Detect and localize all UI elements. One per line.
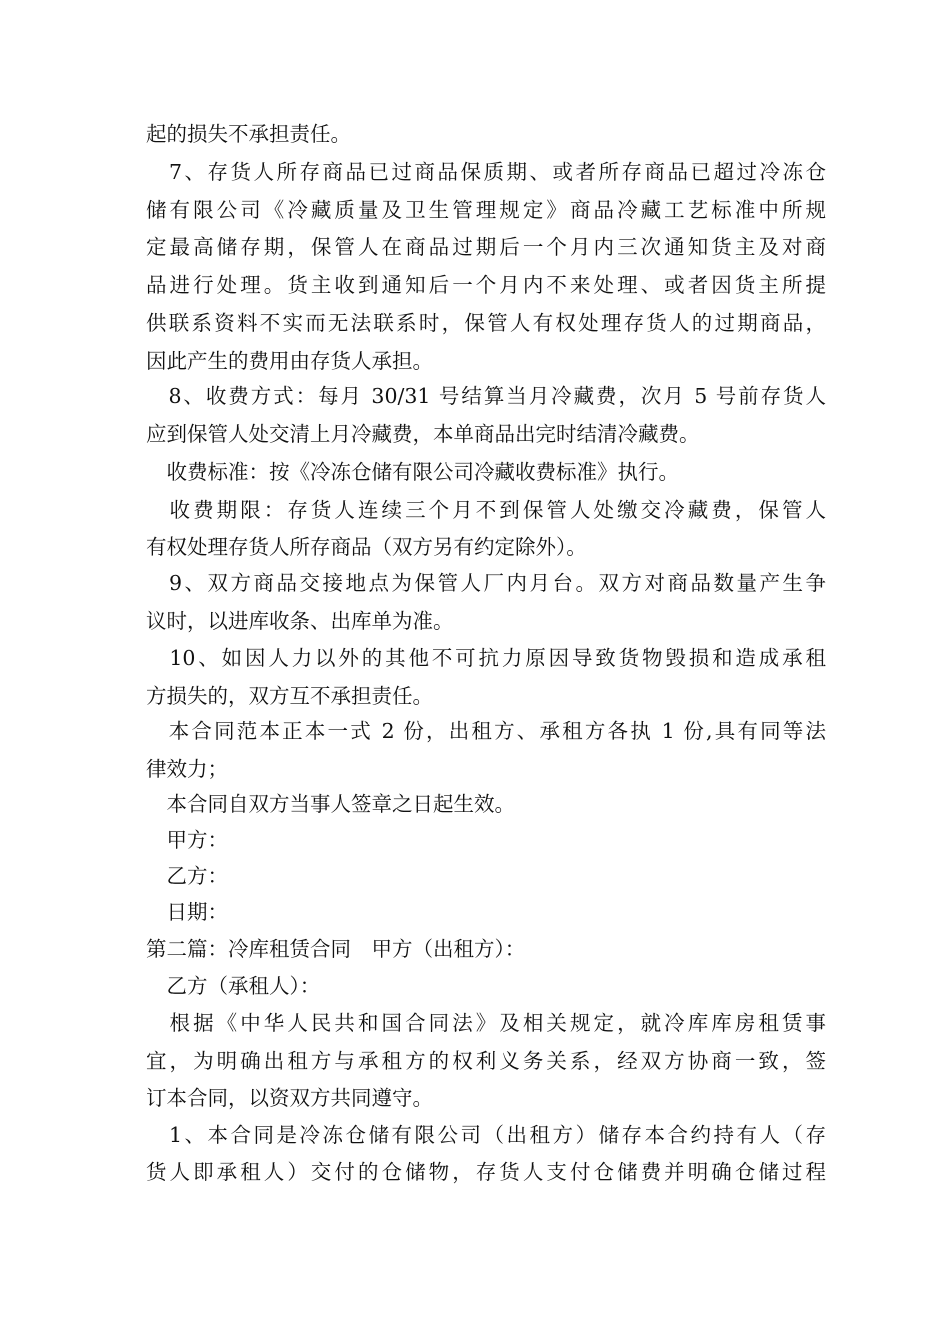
text-line: 9、双方商品交接地点为保管人厂内月台。双方对商品数量产生争: [146, 571, 826, 595]
text-line: 宜，为明确出租方与承租方的权利义务关系，经双方协商一致，签: [146, 1049, 826, 1073]
text-line: 日期：: [146, 900, 228, 924]
text-line: 因此产生的费用由存货人承担。: [146, 349, 433, 373]
text-line: 品进行处理。货主收到通知后一个月内不来处理、或者因货主所提: [146, 273, 826, 297]
text-line: 议时，以进库收条、出库单为准。: [146, 609, 454, 633]
text-line: 收费期限：存货人连续三个月不到保管人处缴交冷藏费，保管人: [146, 498, 826, 522]
text-line: 8、收费方式：每月 30/31 号结算当月冷藏费，次月 5 号前存货人: [146, 384, 826, 408]
text-line: 有权处理存货人所存商品（双方另有约定除外）。: [146, 535, 587, 559]
text-line: 定最高储存期，保管人在商品过期后一个月内三次通知货主及对商: [146, 235, 826, 259]
text-line: 甲方：: [146, 828, 228, 852]
text-line: 7、存货人所存商品已过商品保质期、或者所存商品已超过冷冻仓: [146, 160, 826, 184]
text-line: 订本合同，以资双方共同遵守。: [146, 1086, 433, 1110]
text-line: 起的损失不承担责任。: [146, 122, 351, 146]
section-heading: 第二篇：冷库租赁合同 甲方（出租方）：: [146, 937, 526, 961]
text-line: 乙方：: [146, 864, 228, 888]
text-line: 供联系资料不实而无法联系时，保管人有权处理存货人的过期商品，: [146, 311, 826, 335]
text-line: 本合同范本正本一式 2 份，出租方、承租方各执 1 份,具有同等法: [146, 719, 826, 743]
text-line: 本合同自双方当事人签章之日起生效。: [146, 792, 515, 816]
text-line: 根据《中华人民共和国合同法》及相关规定，就冷库库房租赁事: [146, 1011, 826, 1035]
text-line: 律效力；: [146, 757, 228, 781]
text-line: 应到保管人处交清上月冷藏费，本单商品出完时结清冷藏费。: [146, 422, 700, 446]
text-line: 货人即承租人）交付的仓储物，存货人支付仓储费并明确仓储过程: [146, 1160, 826, 1184]
text-line: 乙方（承租人）：: [146, 974, 321, 998]
text-line: 方损失的，双方互不承担责任。: [146, 684, 433, 708]
text-line: 储有限公司《冷藏质量及卫生管理规定》商品冷藏工艺标准中所规: [146, 198, 826, 222]
text-line: 1、本合同是冷冻仓储有限公司（出租方）储存本合约持有人（存: [146, 1123, 826, 1147]
text-line: 10、如因人力以外的其他不可抗力原因导致货物毁损和造成承租: [146, 646, 826, 670]
text-line: 收费标准：按《冷冻仓储有限公司冷藏收费标准》执行。: [146, 460, 679, 484]
